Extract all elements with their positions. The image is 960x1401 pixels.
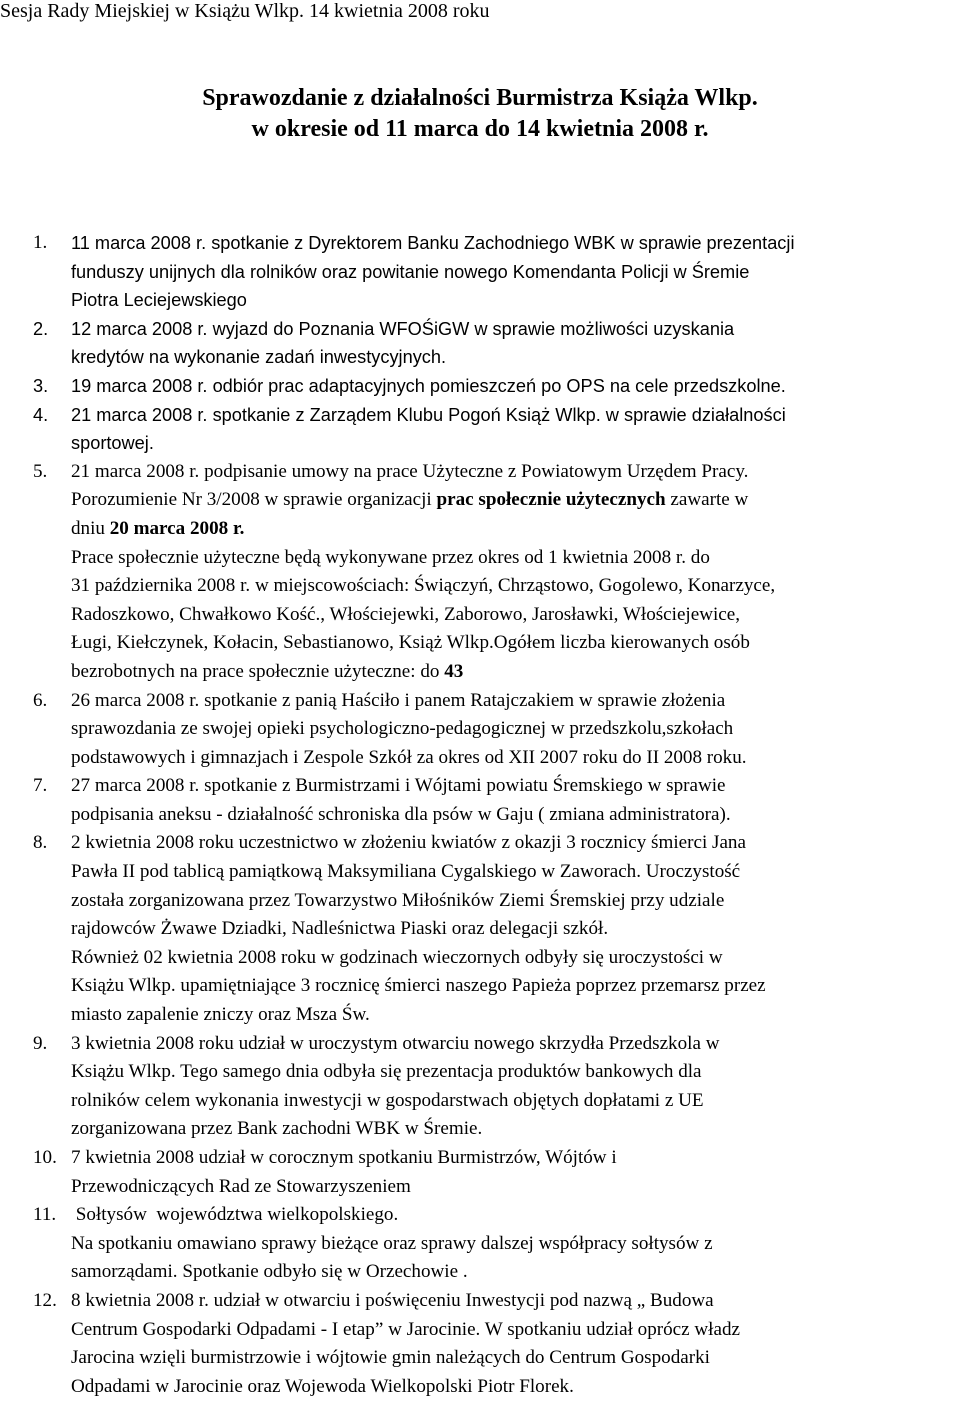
item-line: Piotra Leciejewskiego <box>71 290 247 311</box>
item-number: 7. <box>33 775 48 797</box>
agreement-date: 20 marca 2008 r. <box>109 517 245 539</box>
item-date: 21 marca 2008 r. <box>71 460 200 482</box>
item-line: samorządami. Spotkanie odbyło się w Orzechowie . <box>71 1261 468 1283</box>
item-date: 11 marca 2008 r. <box>71 233 207 253</box>
item-line: 26 marca 2008 r. spotkanie z panią Haściło i panem Ratajczakiem w sprawie złożenia <box>71 689 726 711</box>
item-line: rolników celem wykonania inwestycji w gospodarstwach objętych dopłatami z UE <box>71 1089 704 1111</box>
item-line: sportowej. <box>71 433 154 454</box>
item-number: 10. <box>33 1147 57 1168</box>
item-line: Również 02 kwietnia 2008 roku w godzinach wieczornych odbyły się uroczystości w <box>71 946 723 968</box>
item-number: 4. <box>33 404 49 425</box>
item-line: została zorganizowana przez Towarzystwo Miłośników Ziemi Śremskiej przy udziale <box>71 889 725 911</box>
item-date: 19 marca 2008 r. <box>71 375 208 396</box>
item-line <box>71 486 955 515</box>
item-date: 21 marca 2008 r. <box>71 404 208 425</box>
unemployed-count: 43 <box>444 660 464 682</box>
item-line: Książu Wlkp. Tego samego dnia odbyła się prezentacja produktów bankowych dla <box>71 1061 702 1083</box>
item-text: spotkanie z Dyrektorem Banku Zachodniego WBK w sprawie prezentacji <box>211 233 795 253</box>
item-line: Sołtysów województwa wielkopolskiego. <box>71 1204 399 1226</box>
item-number: 3. <box>33 375 49 396</box>
item-number: 5. <box>33 460 48 482</box>
agreement-bold: prac społecznie użytecznych <box>436 489 666 511</box>
item-line: zorganizowana przez Bank zachodni WBK w Śremie. <box>71 1118 483 1140</box>
item-date: 12 marca 2008 r. <box>71 318 208 339</box>
list-item <box>33 315 955 372</box>
item-line <box>71 372 955 401</box>
list-item <box>33 372 955 401</box>
list-item <box>33 829 955 1029</box>
list-item <box>33 401 955 458</box>
list-item <box>33 687 955 773</box>
list-item <box>33 1201 955 1287</box>
item-number: 8. <box>33 832 48 854</box>
item-line <box>71 401 955 430</box>
item-line: rajdowców Żwawe Dziadki, Nadleśnictwa Piaski oraz delegacji szkół. <box>71 918 609 940</box>
item-text: spotkanie z Zarządem Klubu Pogoń Książ Wlkp. w sprawie działalności <box>212 404 786 425</box>
item-line: podpisania aneksu - działalność schroniska dla psów w Gaju ( zmiana administratora). <box>71 803 731 825</box>
item-line: 7 kwietnia 2008 udział w corocznym spotkaniu Burmistrzów, Wójtów i <box>71 1147 617 1168</box>
list-item <box>33 1030 955 1144</box>
item-line <box>71 458 955 487</box>
item-line: 8 kwietnia 2008 r. udział w otwarciu i poświęceniu Inwestycji pod nazwą „ Budowa <box>71 1289 714 1311</box>
agreement-date-label: dniu <box>71 517 110 539</box>
item-line: kredytów na wykonanie zadań inwestycyjnych. <box>71 347 447 368</box>
item-line: 27 marca 2008 r. spotkanie z Burmistrzami i Wójtami powiatu Śremskiego w sprawie <box>71 775 726 797</box>
list-item <box>33 772 955 829</box>
item-line: Centrum Gospodarki Odpadami - I etap” w Jarocinie. W spotkaniu udział oprócz władz <box>71 1318 740 1340</box>
item-line: funduszy unijnych dla rolników oraz powitanie nowego Komendanta Policji w Śremie <box>71 261 750 282</box>
agreement-text-end: zawarte w <box>665 489 749 511</box>
item-text: odbiór prac adaptacyjnych pomieszczeń po OPS na cele przedszkolne. <box>212 375 786 396</box>
item-text: wyjazd do Poznania WFOŚiGW w sprawie możliwości uzyskania <box>212 318 735 339</box>
item-line: sprawozdania ze swojej opieki psychologiczno-pedagogicznej w przedszkolu,szkołach <box>71 718 734 740</box>
list-item <box>33 458 955 687</box>
item-number: 11. <box>33 1204 57 1226</box>
list-item <box>33 1287 955 1401</box>
item-line: Radoszkowo, Chwałkowo Kość., Włościejewki, Zaborowo, Jarosławki, Włościejewice, <box>71 603 741 625</box>
item-number: 1. <box>33 232 48 253</box>
list-item <box>33 229 955 315</box>
item-line: Jarocina wzięli burmistrzowie i wójtowie gmin należących do Centrum Gospodarki <box>71 1347 710 1369</box>
item-number: 2. <box>33 318 49 339</box>
item-line: miasto zapalenie zniczy oraz Msza Św. <box>71 1004 370 1026</box>
item-line: Prace społecznie użyteczne będą wykonywane przez okres od 1 kwietnia 2008 r. do <box>71 546 710 568</box>
report-items-list <box>33 229 955 1401</box>
item-line: Przewodniczących Rad ze Stowarzyszeniem <box>71 1175 411 1197</box>
item-number: 6. <box>33 689 48 711</box>
report-title: Sprawozdanie z działalności Burmistrza Książa Wlkp. <box>202 85 758 111</box>
report-period: w okresie od 11 marca do 14 kwietnia 2008 r. <box>251 116 709 142</box>
item-line <box>71 315 955 344</box>
item-text: podpisanie umowy na prace Użyteczne z Powiatowym Urzędem Pracy. <box>204 460 749 482</box>
item-line: 3 kwietnia 2008 roku udział w uroczystym otwarciu nowego skrzydła Przedszkola w <box>71 1032 720 1054</box>
unemployed-count-label: bezrobotnych na prace społecznie użyteczne: do <box>71 660 445 682</box>
item-line: Ługi, Kiełczynek, Kołacin, Sebastianowo, Książ Wlkp.Ogółem liczba kierowanych osób <box>71 632 750 654</box>
agreement-text: Porozumienie Nr 3/2008 w sprawie organizacji <box>71 489 437 511</box>
item-number: 12. <box>33 1289 57 1311</box>
item-line <box>71 229 955 258</box>
item-line: podstawowych i gimnazjach i Zespole Szkół za okres od XII 2007 roku do II 2008 roku. <box>71 746 747 768</box>
session-header: Sesja Rady Miejskiej w Książu Wlkp. 14 kwietnia 2008 roku <box>0 0 490 22</box>
item-line: 31 października 2008 r. w miejscowościach: Świączyń, Chrząstowo, Gogolewo, Konarzyce, <box>71 575 776 597</box>
item-line: Pawła II pod tablicą pamiątkową Maksymiliana Cygalskiego w Zaworach. Uroczystość <box>71 861 741 883</box>
item-line: Na spotkaniu omawiano sprawy bieżące oraz sprawy dalszej współpracy sołtysów z <box>71 1232 713 1254</box>
item-line <box>71 515 955 544</box>
item-line: Książu Wlkp. upamiętniające 3 rocznicę śmierci naszego Papieża poprzez przemarsz przez <box>71 975 766 997</box>
list-item <box>33 1144 955 1201</box>
item-line: Odpadami w Jarocinie oraz Wojewoda Wielkopolski Piotr Florek. <box>71 1375 574 1397</box>
item-number: 9. <box>33 1032 48 1054</box>
item-line: 2 kwietnia 2008 roku uczestnictwo w złożeniu kwiatów z okazji 3 rocznicy śmierci Jana <box>71 832 746 854</box>
item-line <box>71 658 955 687</box>
